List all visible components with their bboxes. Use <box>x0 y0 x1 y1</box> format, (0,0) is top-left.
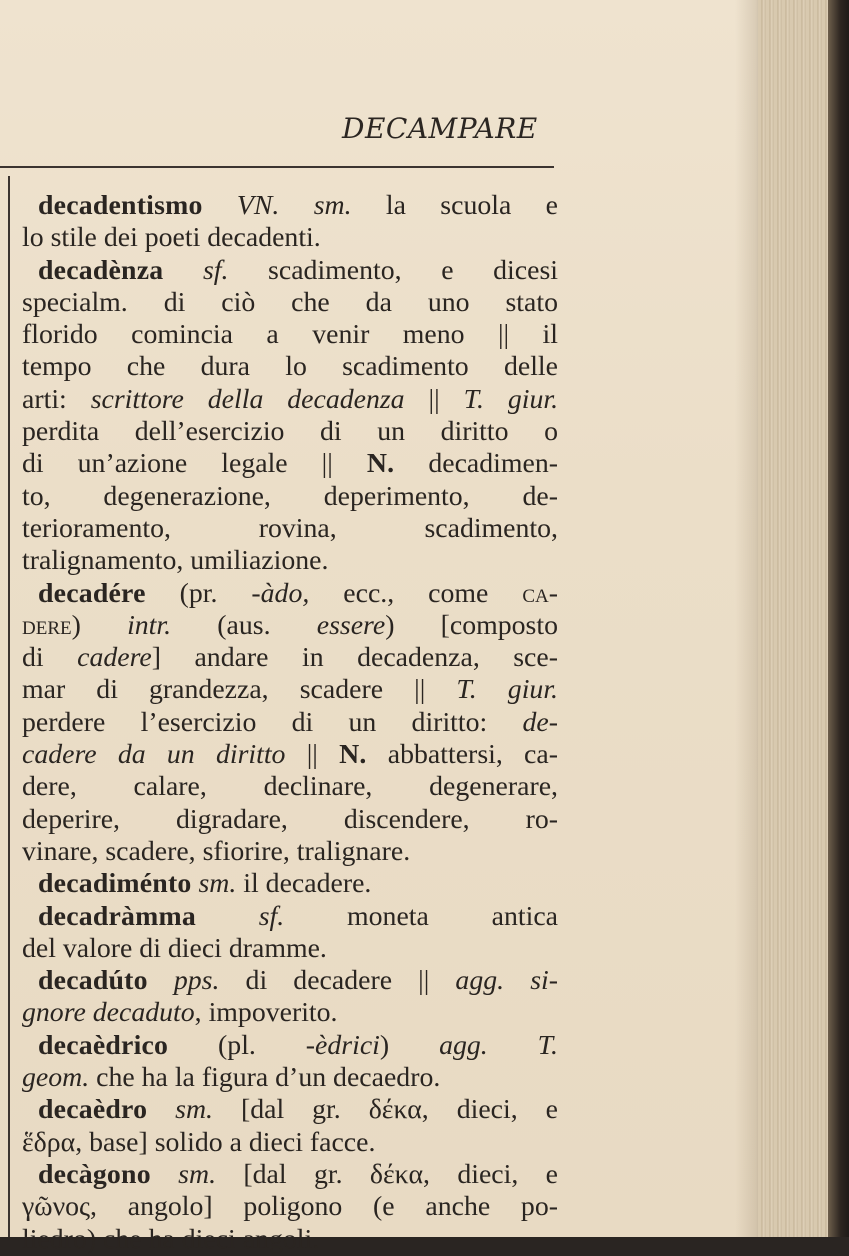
italic-text: agg. T. <box>439 1029 558 1061</box>
italic-text: essere <box>316 609 386 641</box>
book-spine-shadow <box>828 0 849 1237</box>
headword: N. <box>339 739 367 771</box>
body-text: perdita dell’esercizio di un diritto o <box>22 416 558 448</box>
entry-headline <box>22 868 558 900</box>
headword: decadentismo <box>38 190 203 221</box>
body-text: la scuola e <box>351 190 558 221</box>
body-text: terioramento, rovina, scadimento, <box>22 512 558 544</box>
body-text: abbattersi, ca- <box>366 739 558 771</box>
body-text: (pr. <box>145 577 252 609</box>
header-rule <box>0 166 554 168</box>
entry-line <box>22 1191 558 1223</box>
body-text: di decadere || <box>219 965 456 997</box>
entry-headline <box>22 578 558 610</box>
entry-line <box>22 674 558 706</box>
entry-line <box>22 351 558 383</box>
entry-line <box>22 384 558 416</box>
body-text: scadimento, e dicesi <box>228 254 558 286</box>
entry-line <box>22 222 558 254</box>
body-text: tempo che dura lo scadimento delle <box>22 351 558 383</box>
italic-text: pps. <box>173 965 220 997</box>
body-text: di <box>22 642 78 674</box>
entry-headline <box>22 190 558 222</box>
body-text: florido comincia a venir meno || il <box>22 319 558 351</box>
body-text <box>147 1094 175 1125</box>
italic-text: intr. <box>127 609 172 641</box>
body-text: || <box>285 739 340 771</box>
body-text: di un’azione legale || <box>22 448 367 480</box>
entry-line <box>22 545 558 577</box>
italic-text: T. giur. <box>463 383 559 415</box>
entry-line <box>22 771 558 803</box>
headword: decadúto <box>38 965 148 997</box>
headword: decadére <box>38 577 146 609</box>
dictionary-entry <box>22 1030 558 1095</box>
body-text: || <box>404 383 464 415</box>
body-text: mar di grandezza, scadere || <box>22 674 457 706</box>
body-text: ) <box>379 1029 440 1061</box>
body-text: del valore di dieci dramme. <box>22 932 327 964</box>
entry-line <box>22 416 558 448</box>
body-text: specialm. di ciò che da uno stato <box>22 286 558 318</box>
entry-headline <box>22 1159 558 1191</box>
italic-text: cadere da un diritto <box>22 739 286 771</box>
headword: decadràmma <box>38 900 196 932</box>
dictionary-entry <box>22 965 558 1030</box>
dictionary-entry <box>22 1159 558 1256</box>
entry-line <box>22 997 558 1029</box>
body-text: arti: <box>22 383 91 415</box>
entry-line <box>22 933 558 965</box>
page-stack-edges <box>758 0 828 1237</box>
entry-line <box>22 804 558 836</box>
body-text: ἕδρα, base] solido a dieci facce. <box>22 1126 376 1158</box>
italic-text: sf. <box>202 254 229 286</box>
body-text: moneta antica <box>284 900 558 932</box>
italic-text: T. giur. <box>456 674 559 706</box>
dictionary-entry <box>22 190 558 255</box>
small-caps-text: dere <box>22 609 72 641</box>
body-text: lo stile dei poeti decadenti. <box>22 222 321 254</box>
italic-text: agg. si- <box>455 965 558 997</box>
body-text: il decadere. <box>236 868 372 900</box>
body-text: , impoverito. <box>194 997 338 1029</box>
body-text: decadimen- <box>394 448 558 480</box>
body-text: γῶνος, angolo] poligono (e anche po- <box>22 1191 558 1223</box>
italic-text: sm. <box>175 1094 213 1126</box>
body-text: ] andare in decadenza, sce- <box>151 642 558 674</box>
italic-text: cadere <box>77 642 152 674</box>
dictionary-entry <box>22 255 558 578</box>
dictionary-entry <box>22 868 558 900</box>
italic-text: scrittore della decadenza <box>90 383 405 415</box>
entry-line <box>22 739 558 771</box>
column-rule <box>8 176 10 1237</box>
body-text: dere, calare, declinare, degenerare, <box>22 771 558 803</box>
dictionary-column <box>22 190 558 1256</box>
entry-line <box>22 1127 558 1159</box>
entry-line <box>22 707 558 739</box>
headword: decaèdrico <box>38 1029 169 1061</box>
headword: decadiménto <box>38 868 192 900</box>
entry-line <box>22 319 558 351</box>
body-text <box>163 255 203 286</box>
entry-line <box>22 481 558 513</box>
headword: decaèdro <box>38 1094 148 1126</box>
body-text: vinare, scadere, sfiorire, tralignare. <box>22 835 411 867</box>
entry-line <box>22 287 558 319</box>
italic-text: geom. <box>22 1062 90 1094</box>
headword: decàgono <box>38 1158 151 1190</box>
italic-text: sf. <box>258 900 285 932</box>
body-text: liedro) che ha dieci angoli. <box>22 1223 320 1255</box>
entry-headline <box>22 1030 558 1062</box>
body-text <box>203 190 237 221</box>
running-head: DECAMPARE <box>342 112 538 145</box>
headword: N. <box>366 448 395 480</box>
body-text: perdere l’esercizio di un diritto: <box>22 706 523 738</box>
body-text: tralignamento, umiliazione. <box>22 545 329 577</box>
dictionary-entry <box>22 1094 558 1159</box>
entry-line <box>22 448 558 480</box>
italic-text: -èdrici <box>305 1029 380 1061</box>
dictionary-entry <box>22 578 558 869</box>
italic-text: gnore decaduto <box>22 997 195 1029</box>
body-text: ) [composto <box>385 609 558 641</box>
body-text: (aus. <box>171 609 317 641</box>
italic-text: -àdo, <box>251 577 310 609</box>
entry-headline <box>22 901 558 933</box>
italic-text: de- <box>522 706 558 738</box>
entry-line <box>22 513 558 545</box>
body-text: ecc., come <box>309 577 523 609</box>
body-text: [dal gr. δέκα, dieci, e <box>216 1158 558 1190</box>
body-text: deperire, digradare, discendere, ro- <box>22 803 558 835</box>
italic-text: sm. <box>178 1158 217 1190</box>
italic-text: sm. <box>198 868 237 900</box>
body-text: (pl. <box>168 1029 306 1061</box>
entry-line <box>22 610 558 642</box>
entry-headline <box>22 255 558 287</box>
body-text: to, degenerazione, deperimento, de- <box>22 480 558 512</box>
body-text: [dal gr. δέκα, dieci, e <box>213 1094 559 1126</box>
headword: decadènza <box>38 254 164 286</box>
italic-text: VN. sm. <box>236 190 352 221</box>
small-caps-text: ca- <box>522 577 558 609</box>
body-text: che ha la figura d’un decaedro. <box>89 1062 441 1094</box>
entry-line <box>22 1062 558 1094</box>
entry-headline <box>22 965 558 997</box>
body-text <box>148 965 174 996</box>
entry-headline <box>22 1094 558 1126</box>
entry-line <box>22 1224 558 1256</box>
body-text <box>151 1159 178 1190</box>
entry-line <box>22 642 558 674</box>
dictionary-entry <box>22 901 558 966</box>
entry-line <box>22 836 558 868</box>
body-text <box>196 901 259 932</box>
body-text: ) <box>71 609 128 641</box>
